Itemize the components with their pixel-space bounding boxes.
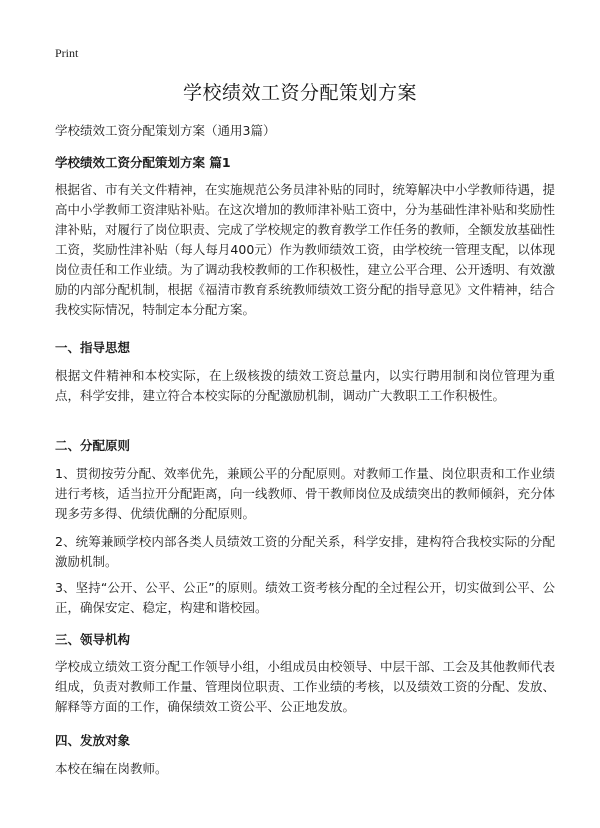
section-heading-leadership: 三、领导机构: [55, 632, 131, 647]
section-paragraph: 学校成立绩效工资分配工作领导小组，小组成员由校领导、中层干部、工会及其他教师代表组成，负责对教师工作量、管理岗位职责、工作业绩的考核，以及绩效工资的分配、发放、解释等方面的工作，确保绩效工资公平、公正地发放。: [55, 659, 556, 714]
section-paragraph: 1、贯彻按劳分配、效率优先，兼顾公平的分配原则。对教师工作量、岗位职责和工作业绩进行考核，适当拉开分配距离，向一线教师、骨干教师岗位及成绩突出的教师倾斜，充分体现多劳多得、优绩优酬的分配原则。: [55, 466, 556, 521]
document-subtitle: 学校绩效工资分配策划方案（通用3篇）: [55, 123, 276, 138]
section-paragraph: 根据文件精神和本校实际，在上级核拨的绩效工资总量内，以实行聘用制和岗位管理为重点，科学安排，建立符合本校实际的分配激励机制，调动广大教职工工作积极性。: [55, 368, 555, 403]
section-paragraph: 本校在编在岗教师。: [55, 761, 168, 776]
section-heading-recipients: 四、发放对象: [55, 733, 131, 748]
document-title: 学校绩效工资分配策划方案: [182, 82, 417, 104]
print-label[interactable]: Print: [55, 46, 79, 60]
section-paragraph: 3、坚持“公开、公平、公正”的原则。绩效工资考核分配的全过程公开，切实做到公平、公正，确保安定、稳定，构建和谐校园。: [55, 580, 556, 615]
section-paragraph: 2、统筹兼顾学校内部各类人员绩效工资的分配关系，科学安排，建构符合我校实际的分配激励机制。: [55, 534, 555, 569]
section-heading-distribution-principles: 二、分配原则: [55, 438, 131, 453]
part-title: 学校绩效工资分配策划方案 篇1: [55, 155, 231, 170]
section-heading-guiding-ideology: 一、指导思想: [55, 340, 131, 355]
intro-paragraph: 根据省、市有关文件精神，在实施规范公务员津补贴的同时，统筹解决中小学教师待遇，提高中小学教师工资津贴补贴。在这次增加的教师津补贴工资中，分为基础性津补贴和奖励性津补贴，对履行了岗位职责、完成了学校规定的教育教学工作任务的教师，全额发放基础性工资，奖励性津补贴（每人每月400元）作为教师绩效工资，由学校统一管理支配，以体现岗位责任和工作业绩。为了调动我校教师的工作积极性，建立公平合理、公开透明、有效激励的内部分配机制，根据《福清市教育系统教师绩效工资分配的指导意见》文件精神，结合我校实际情况，特制定本分配方案。: [55, 182, 556, 317]
